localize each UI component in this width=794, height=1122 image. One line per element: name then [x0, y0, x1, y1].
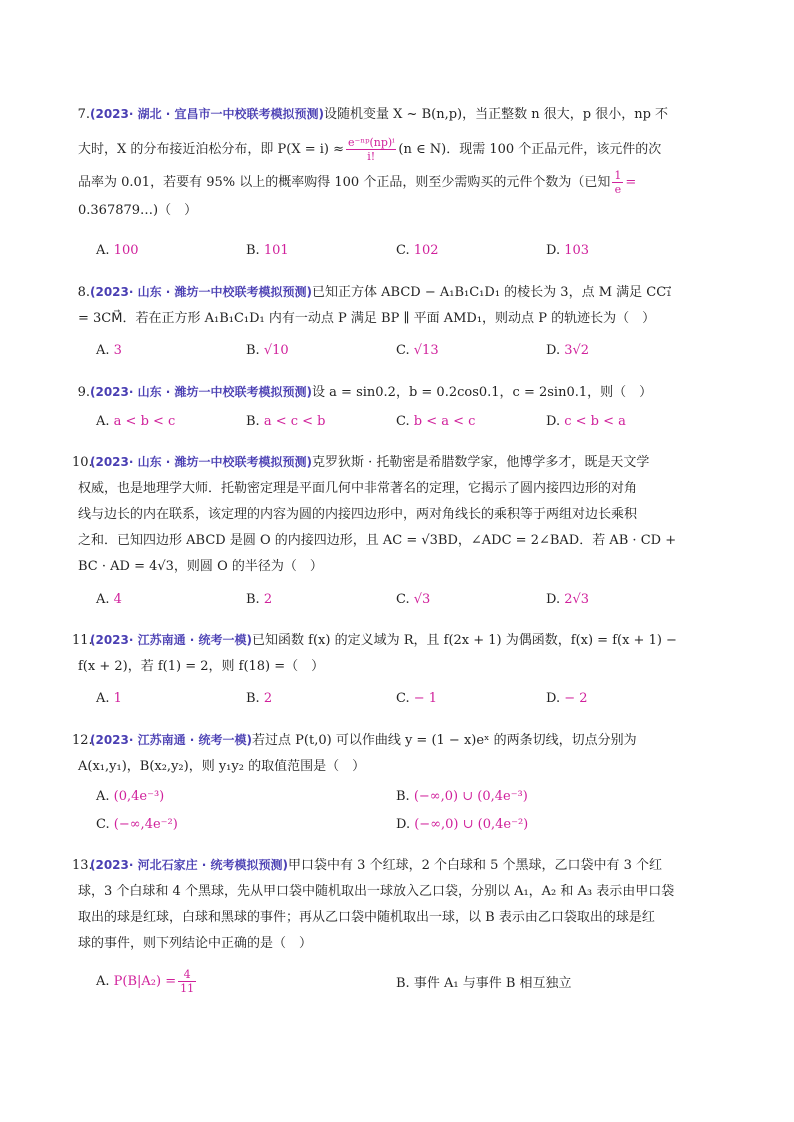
- q8-line2: [78, 306, 726, 332]
- q10-line5: [78, 554, 726, 580]
- q10-line2: [78, 476, 726, 502]
- q10-line3: [78, 502, 726, 528]
- option-c[interactable]: C. b < a < c: [396, 414, 476, 429]
- question-source: (2023· 江苏南通 · 统考一模): [90, 633, 253, 647]
- q9-line1: [78, 379, 726, 406]
- q7-line2: [78, 136, 726, 163]
- q13-line4: [78, 931, 726, 957]
- question-12: [72, 727, 726, 780]
- q7-fraction: [346, 136, 396, 163]
- option-b[interactable]: B. 事件 A₁ 与事件 B 相互独立: [396, 976, 572, 991]
- question-13: [72, 852, 726, 957]
- q10-text-2: 权威，也是地理学大师．托勒密定理是平面几何中非常著名的定理，它揭示了圆内接四边形的对角: [78, 481, 638, 496]
- q8-text-2: = 3CM⃗．若在正方形 A₁B₁C₁D₁ 内有一动点 P 满足 BP ∥ 平面 AMD₁，则动点 P 的轨迹长为（ ）: [78, 311, 656, 326]
- question-number: 10.: [72, 455, 93, 470]
- option-b[interactable]: B. √10: [246, 343, 289, 358]
- option-a[interactable]: A. 4: [96, 592, 122, 607]
- q10-text-1: 克罗狄斯 · 托勒密是希腊数学家，他博学多才，既是天文学: [312, 455, 650, 470]
- q7-line1: [78, 101, 726, 128]
- q8-text-1: 已知正方体 ABCD − A₁B₁C₁D₁ 的棱长为 3，点 M 满足 CC₁⃗: [312, 285, 672, 300]
- q7-line3: [78, 169, 726, 196]
- frac-numerator: e⁻ⁿᵖ(np)ⁱ: [348, 136, 395, 149]
- q10-text-4: 之和．已知四边形 ABCD 是圆 O 的内接四边形，且 AC = √3BD，∠ADC = 2∠BAD．若 AB · CD +: [78, 533, 677, 548]
- q13-text-4: 球的事件，则下列结论中正确的是（ ）: [78, 936, 313, 951]
- q9-text-1: 设 a = sin0.2，b = 0.2cos0.1，c = 2sin0.1，则（ ）: [312, 385, 653, 400]
- option-a[interactable]: A. a < b < c: [96, 414, 176, 429]
- question-number: 13.: [72, 858, 93, 873]
- question-7: [78, 101, 726, 224]
- option-b[interactable]: B. a < c < b: [246, 414, 326, 429]
- option-c[interactable]: C. 102: [396, 243, 439, 258]
- q13-text-3: 取出的球是红球，白球和黑球的事件；再从乙口袋中随机取出一球，以 B 表示由乙口袋取出的球是红: [78, 910, 655, 925]
- question-number: 11.: [72, 633, 93, 648]
- q13-fraction: $\frac{4}{11}$: [180, 968, 195, 995]
- q13-line3: [78, 905, 726, 931]
- q13-line1: [72, 852, 726, 879]
- question-number: 8.: [77, 285, 90, 300]
- option-a[interactable]: A. 100: [96, 243, 139, 258]
- frac-denominator: e: [614, 183, 622, 196]
- q13-text-2: 球，3 个白球和 4 个黑球，先从甲口袋中随机取出一球放入乙口袋，分别以 A₁，A₂ 和 A₃ 表示由甲口袋: [78, 884, 675, 899]
- question-source: (2023· 山东 · 潍坊一中校联考模拟预测): [90, 385, 313, 399]
- q12-text-1: 若过点 P(t,0) 可以作曲线 y = (1 − x)eˣ 的两条切线，切点分别为: [252, 733, 637, 748]
- question-9: [78, 379, 726, 406]
- q10-text-5: BC · AD = 4√3，则圆 O 的半径为（ ）: [78, 559, 323, 574]
- option-d[interactable]: D. 2√3: [546, 592, 590, 607]
- option-a[interactable]: A. 1: [96, 691, 122, 706]
- option-c[interactable]: C. √3: [396, 592, 431, 607]
- q13-line2: [78, 879, 726, 905]
- q7-text-2b: (n ∈ N)．现需 100 个正品元件，该元件的次: [398, 142, 662, 157]
- option-b[interactable]: B. (−∞,0) ∪ (0,4e⁻³): [396, 789, 528, 804]
- frac-numerator: 1: [614, 169, 622, 182]
- question-source: (2023· 江苏南通 · 统考一模): [90, 733, 253, 747]
- q11-text-1: 已知函数 f(x) 的定义域为 R，且 f(2x + 1) 为偶函数，f(x) = f(x + 1) −: [252, 633, 677, 648]
- option-c[interactable]: C. − 1: [396, 691, 438, 706]
- q7-line4: [78, 198, 726, 224]
- question-source: (2023· 山东 · 潍坊一中校联考模拟预测): [90, 455, 313, 469]
- question-number: 9.: [77, 385, 90, 400]
- q7-text-4: 0.367879…)（ ）: [78, 203, 198, 218]
- option-a[interactable]: A. P(B|A₂) = $\frac{4}{11}$: [96, 968, 195, 995]
- option-a[interactable]: A. 3: [96, 343, 122, 358]
- question-source: (2023· 山东 · 潍坊一中校联考模拟预测): [90, 285, 313, 299]
- option-b[interactable]: B. 2: [246, 691, 273, 706]
- question-8: [78, 279, 726, 332]
- q10-line1: [72, 449, 726, 476]
- frac-denominator: i!: [367, 150, 376, 163]
- option-d[interactable]: D. (−∞,0) ∪ (0,4e⁻²): [396, 817, 529, 832]
- option-b[interactable]: B. 2: [246, 592, 273, 607]
- q8-line1: [78, 279, 726, 306]
- q7-fraction-2: [612, 169, 623, 196]
- option-d[interactable]: D. 103: [546, 243, 590, 258]
- q11-line1: [72, 627, 726, 654]
- option-a[interactable]: A. (0,4e⁻³): [96, 789, 165, 804]
- q7-text-2a: 大时，X 的分布接近泊松分布，即 P(X = i) ≈: [78, 142, 345, 157]
- question-number: 12.: [72, 733, 93, 748]
- q10-text-3: 线与边长的内在联系，该定理的内容为圆的内接四边形中，两对角线长的乘积等于两组对边长乘积: [78, 507, 638, 522]
- option-c[interactable]: C. (−∞,4e⁻²): [96, 817, 178, 832]
- option-c[interactable]: C. √13: [396, 343, 439, 358]
- q10-line4: [78, 528, 726, 554]
- question-number: 7.: [77, 107, 90, 122]
- q11-line2: [78, 654, 726, 680]
- q12-line2: [78, 754, 726, 780]
- q12-line1: [72, 727, 726, 754]
- q11-text-2: f(x + 2)，若 f(1) = 2，则 f(18) =（ ）: [78, 659, 325, 674]
- q7-text-3a: 品率为 0.01，若要有 95% 以上的概率购得 100 个正品，则至少需购买的元件个数为（已知: [78, 175, 611, 190]
- question-11: [72, 627, 726, 680]
- q7-text-3b: =: [625, 175, 637, 190]
- option-d[interactable]: D. − 2: [546, 691, 588, 706]
- option-d[interactable]: D. 3√2: [546, 343, 590, 358]
- option-d[interactable]: D. c < b < a: [546, 414, 626, 429]
- question-source: (2023· 湖北 · 宜昌市一中校联考模拟预测): [90, 107, 325, 121]
- option-b[interactable]: B. 101: [246, 243, 289, 258]
- q12-text-2: A(x₁,y₁)，B(x₂,y₂)，则 y₁y₂ 的取值范围是（ ）: [78, 759, 366, 774]
- question-source: (2023· 河北石家庄 · 统考模拟预测): [90, 858, 289, 872]
- question-10: [72, 449, 726, 580]
- q13-text-1: 甲口袋中有 3 个红球，2 个白球和 5 个黑球，乙口袋中有 3 个红: [288, 858, 663, 873]
- q7-text-1: 设随机变量 X ~ B(n,p)，当正整数 n 很大，p 很小，np 不: [324, 107, 669, 122]
